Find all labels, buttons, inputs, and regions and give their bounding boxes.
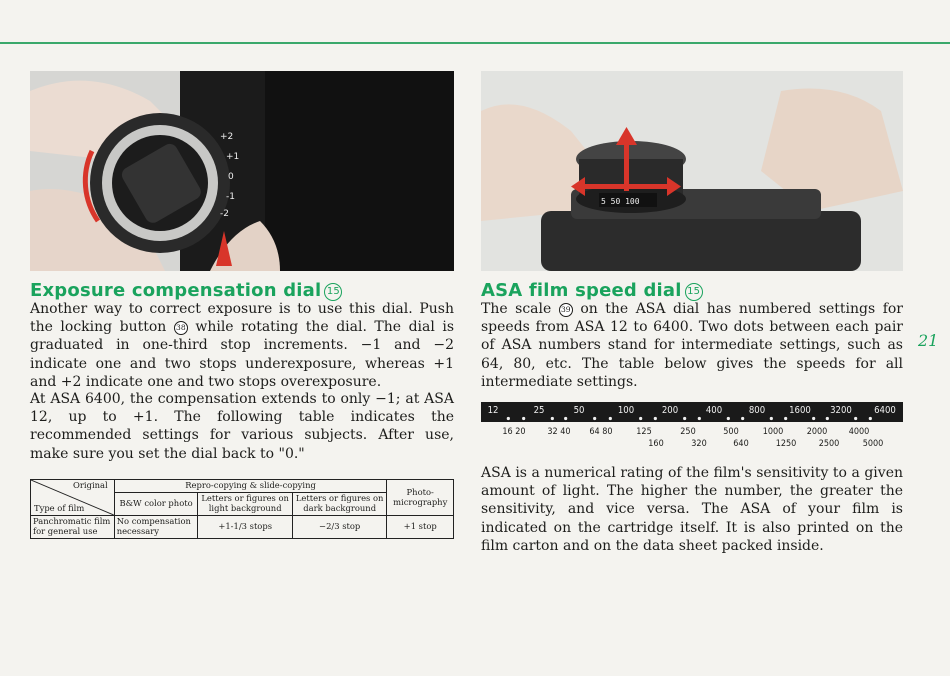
row-dark-value: −2/3 stop bbox=[292, 516, 387, 539]
asa-intermediate-row2 bbox=[648, 439, 883, 449]
col-bw: B&W color photo bbox=[114, 493, 198, 516]
asa-intermediate-label: 2500 bbox=[818, 439, 840, 449]
dial-mark-minus2: -2 bbox=[220, 209, 229, 219]
dial-mark-plus2: +2 bbox=[220, 132, 234, 142]
asa-paragraph-2: ASA is a numerical rating of the film's sensitivity to a given amount of light. The higher the number, the greater the sensitivity, and vice versa. The ASA of your film is indicated on the cartridge itself. It is also printed on the film carton and on the data sheet packed inside. bbox=[481, 465, 903, 554]
col-dark: Letters or figures on dark background bbox=[292, 493, 387, 516]
asa-main-label: 400 bbox=[705, 405, 723, 416]
asa-intermediate-dot bbox=[784, 417, 787, 420]
asa-scale-svg bbox=[481, 402, 903, 452]
row-photo-value: +1 stop bbox=[387, 516, 454, 539]
asa-intermediate-label: 2000 bbox=[806, 427, 828, 437]
asa-film-speed-heading: ASA film speed dial 15 bbox=[481, 280, 703, 301]
asa-main-label: 1600 bbox=[789, 405, 811, 416]
asa-intermediate-dot bbox=[522, 417, 525, 420]
corner-label-type: Type of film bbox=[34, 503, 85, 514]
asa-intermediate-label: 1000 bbox=[762, 427, 784, 437]
asa-intermediate-dot bbox=[683, 417, 686, 420]
asa-main-label: 3200 bbox=[830, 405, 852, 416]
asa-intermediate-dot bbox=[741, 417, 744, 420]
asa-intermediate-label: 1250 bbox=[775, 439, 797, 449]
asa-intermediate-label: 160 bbox=[648, 439, 664, 449]
asa-intermediate-label: 4000 bbox=[848, 427, 870, 437]
heading-ref-circle: 15 bbox=[324, 283, 342, 301]
exposure-compensation-heading: Exposure compensation dial 15 bbox=[30, 280, 342, 301]
asa-paragraph-1: The scale 39 on the ASA dial has numbered settings for speeds from ASA 12 to 6400. Two dots between each pair of ASA numbers stand for intermediate settings, such as 64, 80, etc. The table below gives the speeds for all intermediate settings. bbox=[481, 301, 904, 390]
dial-mark-plus1: +1 bbox=[226, 152, 240, 162]
repro-header: Repro-copying & slide-copying bbox=[114, 480, 387, 493]
asa-main-label: 200 bbox=[661, 405, 679, 416]
asa-intermediate-dot bbox=[654, 417, 657, 420]
asa-intermediate-label: 5000 bbox=[862, 439, 884, 449]
row-film-type: Panchromatic film for general use bbox=[31, 516, 115, 539]
dial-mark-minus1: -1 bbox=[226, 192, 235, 202]
exposure-dial-photo bbox=[30, 71, 454, 271]
asa-intermediate-dot bbox=[698, 417, 701, 420]
asa-intermediate-label: 64 80 bbox=[589, 427, 613, 437]
asa-main-label: 12 bbox=[487, 405, 499, 416]
heading-ref-circle: 15 bbox=[685, 283, 703, 301]
col-light: Letters or figures on light background bbox=[198, 493, 293, 516]
asa-main-label: 6400 bbox=[874, 405, 896, 416]
top-rule bbox=[0, 42, 950, 44]
asa-intermediate-label: 16 20 bbox=[502, 427, 526, 437]
asa-intermediate-label: 320 bbox=[691, 439, 707, 449]
page-number: 21 bbox=[918, 331, 939, 350]
asa-intermediate-dot bbox=[854, 417, 857, 420]
asa-intermediate-dot bbox=[593, 417, 596, 420]
asa-scale bbox=[481, 402, 903, 452]
asa-intermediate-dot bbox=[507, 417, 510, 420]
asa-intermediate-dot bbox=[869, 417, 872, 420]
asa-intermediate-dot bbox=[727, 417, 730, 420]
asa-main-label: 100 bbox=[617, 405, 635, 416]
row-light-value: +1-1/3 stops bbox=[198, 516, 293, 539]
asa-dial-readout: 5 50 100 bbox=[601, 197, 640, 206]
asa-intermediate-dot bbox=[639, 417, 642, 420]
dial-mark-zero: 0 bbox=[228, 172, 234, 182]
scale-ref: 39 bbox=[559, 303, 573, 317]
asa-intermediate-label: 32 40 bbox=[547, 427, 571, 437]
corner-label-original: Original bbox=[73, 480, 108, 490]
asa-main-label: 25 bbox=[533, 405, 545, 416]
asa-intermediate-dot bbox=[551, 417, 554, 420]
exposure-paragraph-2: At ASA 6400, the compensation extends to only −1; at ASA 12, up to +1. The following table indicates the recommended settings for various subjects. After use, make sure you set the dial back to "0." bbox=[30, 391, 454, 462]
asa-intermediate-label: 125 bbox=[636, 427, 652, 437]
asa-intermediate-dot bbox=[770, 417, 773, 420]
exposure-paragraph-1: Another way to correct exposure is to use this dial. Push the locking button 38 while rotating the dial. The dial is graduated in one-third stop increments. −1 and −2 indicate one and two stops underexposure, whereas +1 and +2 indicate one and two stops overexposure. bbox=[30, 301, 455, 390]
asa-dial-photo bbox=[481, 71, 903, 271]
compensation-table bbox=[30, 479, 454, 539]
asa-intermediate-dot bbox=[826, 417, 829, 420]
asa-intermediate-dot bbox=[609, 417, 612, 420]
asa-intermediate-label: 640 bbox=[733, 439, 749, 449]
asa-intermediate-label: 500 bbox=[723, 427, 739, 437]
locking-button-ref: 38 bbox=[174, 321, 188, 335]
row-bw-value: No compensation necessary bbox=[114, 516, 198, 539]
asa-intermediate-dot bbox=[564, 417, 567, 420]
photo-header: Photo-micrography bbox=[387, 480, 454, 516]
asa-main-label: 800 bbox=[748, 405, 766, 416]
asa-intermediate-row1 bbox=[502, 427, 869, 437]
asa-main-label: 50 bbox=[573, 405, 585, 416]
table-corner-cell bbox=[31, 480, 115, 516]
asa-intermediate-label: 250 bbox=[680, 427, 696, 437]
asa-intermediate-dot bbox=[812, 417, 815, 420]
